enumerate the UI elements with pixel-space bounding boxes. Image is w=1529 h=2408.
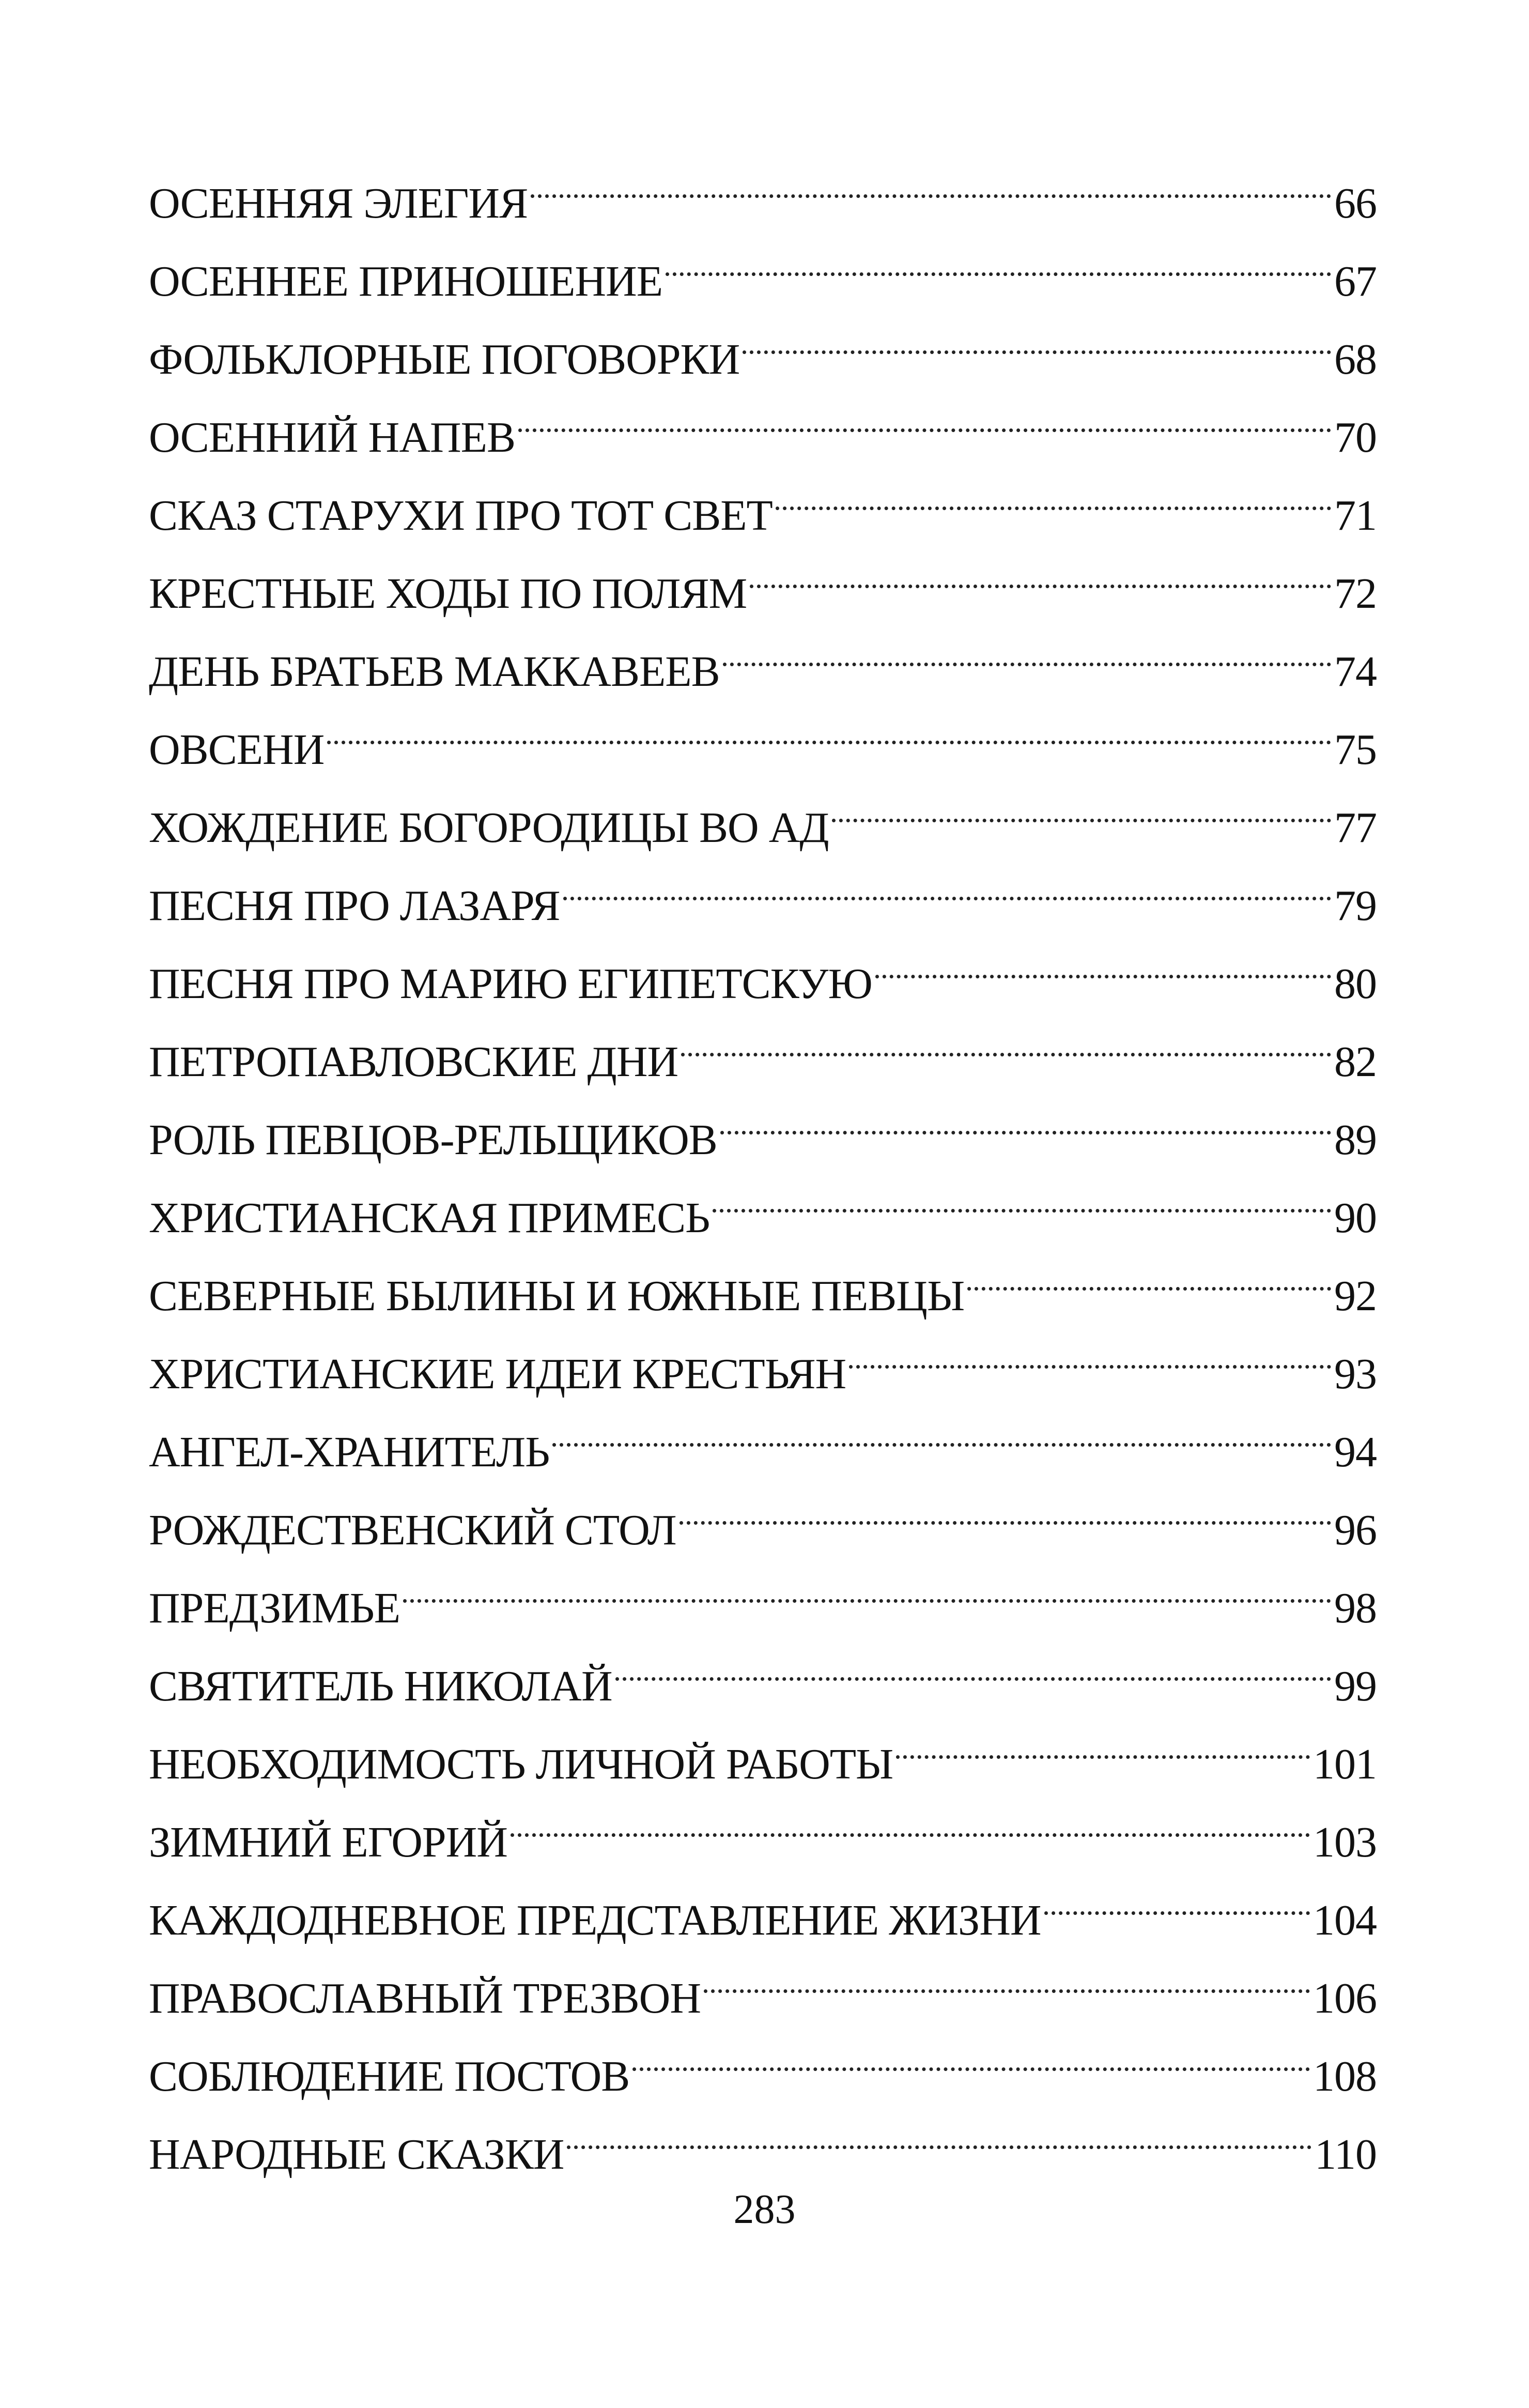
dot-leader [723, 608, 1331, 686]
toc-entry-title: ФОЛЬКЛОРНЫЕ ПОГОВОРКИ [149, 335, 740, 384]
toc-entry-title: РОЖДЕСТВЕНСКИЙ СТОЛ [149, 1506, 676, 1554]
dot-leader [563, 842, 1332, 920]
toc-entry-page: 106 [1313, 1974, 1377, 2022]
toc-entry-title: ПРЕДЗИМЬЕ [149, 1584, 400, 1632]
toc-entry-page: 104 [1313, 1896, 1377, 1944]
toc-entry-page: 101 [1313, 1740, 1377, 1788]
toc-entry-title: ПЕТРОПАВЛОВСКИЕ ДНИ [149, 1038, 678, 1086]
table-of-contents [149, 140, 1377, 2179]
toc-entry-page: 93 [1334, 1350, 1377, 1398]
toc-entry-title: ОСЕННИЙ НАПЕВ [149, 413, 515, 462]
toc-entry-page: 70 [1334, 413, 1377, 462]
dot-leader [713, 1154, 1331, 1232]
toc-entry-page: 74 [1334, 648, 1377, 696]
dot-leader [704, 1935, 1310, 2013]
toc-entry-page: 99 [1334, 1662, 1377, 1710]
toc-entry-page: 72 [1334, 570, 1377, 618]
toc-entry-title: ПЕСНЯ ПРО МАРИЮ ЕГИПЕТСКУЮ [149, 960, 872, 1008]
toc-entry-title: КРЕСТНЫЕ ХОДЫ ПО ПОЛЯМ [149, 570, 747, 618]
dot-leader [511, 1778, 1310, 1857]
dot-leader [967, 1232, 1331, 1310]
toc-entry-title: АНГЕЛ-ХРАНИТЕЛЬ [149, 1428, 550, 1476]
toc-entry-title: ОСЕННЕЕ ПРИНОШЕНИЕ [149, 257, 663, 305]
toc-entry-title: ПРАВОСЛАВНЫЙ ТРЕЗВОН [149, 1974, 701, 2022]
toc-entry-title: ХРИСТИАНСКАЯ ПРИМЕСЬ [149, 1194, 710, 1242]
dot-leader [666, 218, 1331, 296]
toc-entry-page: 98 [1334, 1584, 1377, 1632]
dot-leader [750, 530, 1331, 608]
toc-entry-page: 82 [1334, 1038, 1377, 1086]
toc-entry-title: ХОЖДЕНИЕ БОГОРОДИЦЫ ВО АД [149, 804, 829, 852]
dot-leader [552, 1388, 1331, 1466]
dot-leader [743, 296, 1331, 374]
toc-entry-title: СВЯТИТЕЛЬ НИКОЛАЙ [149, 1662, 612, 1710]
toc-entry-page: 90 [1334, 1194, 1377, 1242]
toc-entry [149, 764, 1377, 852]
toc-entry-title: ХРИСТИАНСКИЕ ИДЕИ КРЕСТЬЯН [149, 1350, 846, 1398]
toc-entry-title: ПЕСНЯ ПРО ЛАЗАРЯ [149, 882, 560, 930]
toc-entry-title: РОЛЬ ПЕВЦОВ-РЕЛЬЩИКОВ [149, 1116, 717, 1164]
toc-entry-page: 110 [1315, 2130, 1377, 2179]
toc-entry-title: КАЖДОДНЕВНОЕ ПРЕДСТАВЛЕНИЕ ЖИЗНИ [149, 1896, 1041, 1944]
dot-leader [849, 1310, 1331, 1388]
toc-entry-page: 80 [1334, 960, 1377, 1008]
toc-entry-page: 94 [1334, 1428, 1377, 1476]
dot-leader [327, 686, 1331, 764]
dot-leader [518, 374, 1331, 452]
toc-entry [149, 686, 1377, 774]
toc-entry-title: СЕВЕРНЫЕ БЫЛИНЫ И ЮЖНЫЕ ПЕВЦЫ [149, 1272, 965, 1320]
toc-entry-page: 89 [1334, 1116, 1377, 1164]
toc-entry-title: ЗИМНИЙ ЕГОРИЙ [149, 1818, 507, 1866]
toc-entry-page: 77 [1334, 804, 1377, 852]
toc-entry-page: 92 [1334, 1272, 1377, 1320]
toc-entry-title: ДЕНЬ БРАТЬЕВ МАККАВЕЕВ [149, 648, 720, 696]
dot-leader [1044, 1857, 1310, 1935]
toc-entry-title: ОВСЕНИ [149, 726, 325, 774]
dot-leader [679, 1466, 1331, 1544]
toc-entry-title: СОБЛЮДЕНИЕ ПОСТОВ [149, 2052, 630, 2100]
dot-leader [720, 1076, 1331, 1154]
dot-leader [681, 998, 1331, 1076]
toc-entry-page: 96 [1334, 1506, 1377, 1554]
toc-entry-page: 103 [1313, 1818, 1377, 1866]
toc-entry-page: 79 [1334, 882, 1377, 930]
dot-leader [776, 452, 1331, 530]
dot-leader [896, 1700, 1310, 1778]
page-number: 283 [733, 2187, 796, 2232]
toc-entry-title: НАРОДНЫЕ СКАЗКИ [149, 2130, 564, 2179]
dot-leader [615, 1622, 1331, 1700]
dot-leader [567, 2091, 1311, 2169]
toc-entry-title: НЕОБХОДИМОСТЬ ЛИЧНОЙ РАБОТЫ [149, 1740, 893, 1788]
toc-entry-page: 67 [1334, 257, 1377, 305]
toc-entry-title: ОСЕННЯЯ ЭЛЕГИЯ [149, 179, 528, 227]
toc-entry [149, 140, 1377, 227]
dot-leader [875, 920, 1331, 998]
toc-entry-page: 66 [1334, 179, 1377, 227]
toc-entry-page: 68 [1334, 335, 1377, 384]
toc-entry-page: 75 [1334, 726, 1377, 774]
dot-leader [632, 2013, 1310, 2091]
dot-leader [531, 140, 1331, 218]
dot-leader [832, 764, 1331, 842]
toc-entry-page: 71 [1334, 492, 1377, 540]
toc-entry-title: СКАЗ СТАРУХИ ПРО ТОТ СВЕТ [149, 492, 773, 540]
toc-entry-page: 108 [1313, 2052, 1377, 2100]
dot-leader [403, 1544, 1331, 1622]
